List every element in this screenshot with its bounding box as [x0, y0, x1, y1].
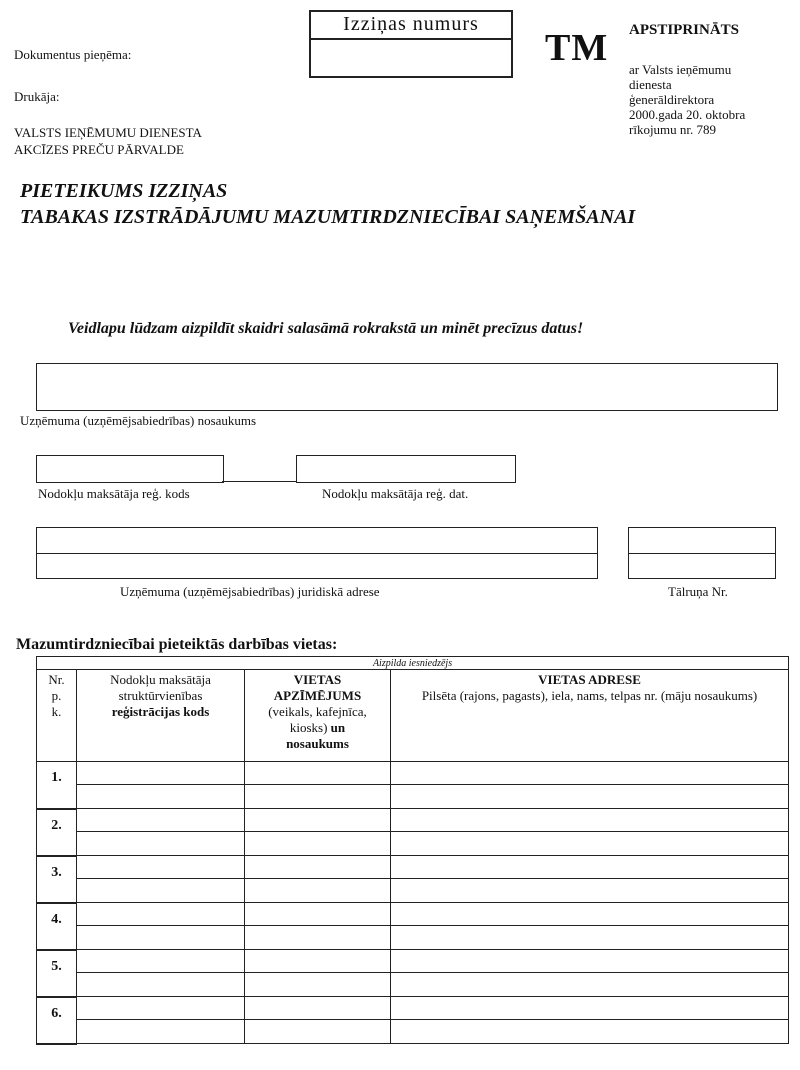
place-cell[interactable] [245, 809, 391, 856]
company-name-field[interactable] [36, 363, 778, 411]
phone-divider [629, 553, 775, 554]
address-cell[interactable] [391, 950, 789, 997]
reg-code-cell[interactable] [77, 950, 245, 997]
col-reg-code-header [77, 670, 245, 762]
table-row [37, 856, 789, 903]
approved-line-1: ar Valsts ieņēmumu [629, 62, 732, 77]
row-number: 1. [37, 762, 77, 809]
phone-label: Tālruņa Nr. [668, 584, 728, 599]
row-number: 5. [37, 950, 77, 997]
row-number: 3. [37, 856, 77, 903]
form-title-line-2: TABAKAS IZSTRĀDĀJUMU MAZUMTIRDZNIECĪBAI SAŅEMŠANAI [20, 206, 636, 228]
col-place-header [245, 670, 391, 762]
tm-mark: TM [545, 27, 609, 69]
col-address-l2: Pilsēta (rajons, pagasts), iela, nams, telpas nr. (māju nosaukums) [421, 688, 758, 703]
place-cell[interactable] [245, 950, 391, 997]
place-cell[interactable] [245, 762, 391, 809]
approved-line-5: rīkojumu nr. 789 [629, 122, 717, 137]
tax-reg-date-label: Nodokļu maksātāja reģ. dat. [322, 486, 469, 501]
table-row [37, 950, 789, 997]
form-title [20, 178, 635, 230]
authority-line-2: AKCĪZES PREČU PĀRVALDE [14, 142, 184, 157]
col-place-l5: un [330, 720, 346, 735]
legal-address-field[interactable] [36, 527, 598, 579]
table-row [37, 997, 789, 1044]
approved-title: APSTIPRINĀTS [629, 22, 740, 38]
col-number-l2: p. [51, 688, 62, 703]
address-cell[interactable] [391, 809, 789, 856]
reg-code-cell[interactable] [77, 809, 245, 856]
col-place-l2: APZĪMĒJUMS [273, 688, 362, 703]
received-by-label: Dokumentus pieņēma: [14, 47, 132, 62]
row-number: 4. [37, 903, 77, 950]
address-cell[interactable] [391, 997, 789, 1044]
approved-line-4: 2000.gada 20. oktobra [629, 107, 746, 122]
phone-field[interactable] [628, 527, 776, 579]
company-name-label: Uzņēmuma (uzņēmējsabiedrības) nosaukums [20, 413, 257, 428]
col-number-header [37, 670, 77, 762]
col-number-l3: k. [51, 704, 62, 719]
row-number: 6. [37, 997, 77, 1044]
section-title: Mazumtirdzniecībai pieteiktās darbības vietas: [16, 636, 338, 653]
place-cell[interactable] [245, 997, 391, 1044]
form-title-line-1: PIETEIKUMS IZZIŅAS [20, 180, 228, 202]
reg-code-cell[interactable] [77, 997, 245, 1044]
certificate-number-label: Izziņas numurs [309, 10, 513, 40]
col-place-l3: (veikals, kafejnīca, [268, 704, 367, 719]
address-cell[interactable] [391, 856, 789, 903]
table-row [37, 903, 789, 950]
col-address-header [391, 670, 789, 762]
col-address-l1: VIETAS ADRESE [538, 672, 641, 687]
col-reg-l1: Nodokļu maksātāja [110, 672, 211, 687]
address-divider [37, 553, 597, 554]
table-row [37, 809, 789, 856]
place-cell[interactable] [245, 903, 391, 950]
place-cell[interactable] [245, 856, 391, 903]
approved-line-3: ģenerāldirektora [629, 92, 715, 107]
col-place-l1: VIETAS [293, 672, 342, 687]
address-cell[interactable] [391, 762, 789, 809]
authority-line-1: VALSTS IEŅĒMUMU DIENESTA [14, 125, 202, 140]
table-row [37, 762, 789, 809]
tax-reg-date-field[interactable] [296, 455, 516, 483]
reg-code-cell[interactable] [77, 856, 245, 903]
col-place-l4-wrap [245, 720, 390, 736]
tax-reg-code-field[interactable] [36, 455, 224, 483]
reg-code-cell[interactable] [77, 762, 245, 809]
separator-line [222, 481, 296, 482]
certificate-number-field[interactable] [309, 36, 513, 78]
instruction-text: Veidlapu lūdzam aizpildīt skaidri salasāmā rokrakstā un minēt precīzus datus! [68, 320, 584, 337]
row-number: 2. [37, 809, 77, 856]
col-number-l1: Nr. [48, 672, 65, 687]
col-reg-l2: struktūrvienības [118, 688, 203, 703]
locations-table [36, 656, 789, 1045]
printed-by-label: Drukāja: [14, 89, 60, 104]
approved-description [629, 62, 789, 137]
col-place-l4: kiosks) [289, 720, 328, 735]
col-reg-l3: reģistrācijas kods [111, 704, 210, 719]
address-cell[interactable] [391, 903, 789, 950]
legal-address-label: Uzņēmuma (uzņēmējsabiedrības) juridiskā adrese [120, 584, 380, 599]
col-place-l6: nosaukums [286, 736, 349, 751]
approved-line-2: dienesta [629, 77, 672, 92]
tax-reg-code-label: Nodokļu maksātāja reģ. kods [38, 486, 190, 501]
reg-code-cell[interactable] [77, 903, 245, 950]
filled-by-note: Aizpilda iesniedzējs [37, 657, 789, 670]
